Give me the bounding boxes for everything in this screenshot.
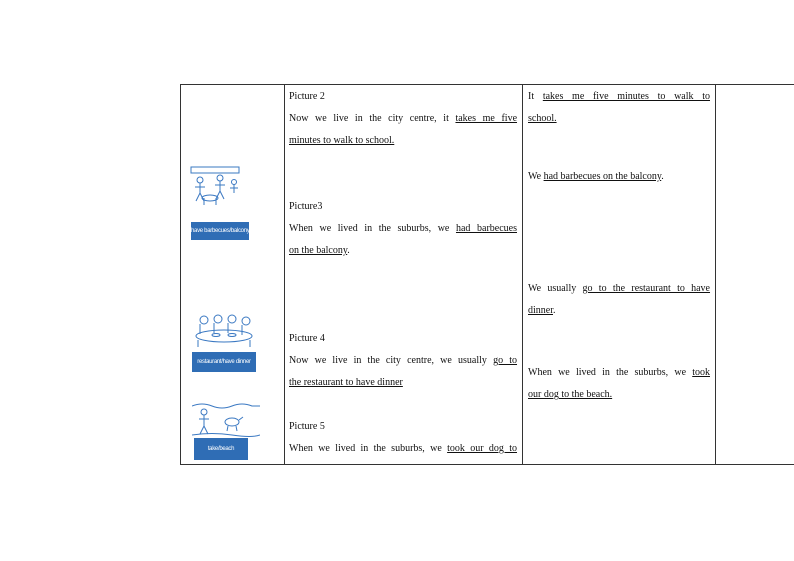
a4-text: When we lived in the suburbs, we: [528, 367, 693, 378]
beach-illustration: [192, 402, 260, 438]
answer-3-line-2: [528, 305, 556, 317]
p3-underlined: had barbecues: [455, 223, 517, 234]
picture-3-title: Picture3: [289, 201, 323, 212]
a3-period: .: [553, 305, 556, 316]
picture-2-line-1: [289, 113, 517, 125]
picture-4-line-2: the restaurant to have dinner: [289, 377, 403, 388]
a2-underlined: had barbecues on the balcony: [543, 171, 662, 182]
p2-text: Now we live in the city centre, it: [289, 113, 456, 124]
p3-underlined-2: on the balcony: [289, 245, 348, 256]
a4-underlined: took: [692, 367, 710, 378]
table-bottom-border: [180, 464, 794, 465]
picture-label-beach: take/beach: [194, 438, 248, 460]
p3-period: .: [347, 245, 350, 256]
picture-5-line-1: [289, 443, 517, 455]
a2-period: .: [661, 171, 664, 182]
answer-1-line-1: [528, 91, 710, 103]
picture-2-title: Picture 2: [289, 91, 325, 102]
answer-4-line-2: our dog to the beach.: [528, 389, 613, 400]
table-border-left: [180, 84, 181, 465]
picture-4-line-1: [289, 355, 517, 367]
picture-label-barbecue: have barbecues/balcony: [191, 222, 249, 240]
picture-label-dinner: restaurant/have dinner: [192, 352, 256, 372]
dinner-illustration: [192, 314, 256, 348]
answer-2-line-1: [528, 171, 664, 183]
answer-3-line-1: [528, 283, 710, 295]
picture-2-line-2: minutes to walk to school.: [289, 135, 395, 146]
p5-underlined: took our dog to: [447, 443, 517, 454]
barbecue-illustration: [190, 166, 240, 206]
a3-underlined: go to the restaurant to have: [582, 283, 711, 294]
picture-5-title: Picture 5: [289, 421, 325, 432]
a1-underlined: takes me five minutes to walk to: [542, 91, 710, 102]
lesson-table: [180, 84, 794, 465]
answer-1-line-2: school.: [528, 113, 557, 124]
picture-3-line-2: [289, 245, 350, 257]
p4-text: Now we live in the city centre, we usually: [289, 355, 494, 366]
a1-text: It: [528, 91, 543, 102]
table-divider-2: [522, 84, 523, 465]
table-top-border: [180, 84, 794, 85]
a3-text: We usually: [528, 283, 583, 294]
a2-text: We: [528, 171, 544, 182]
p3-text: When we lived in the suburbs, we: [289, 223, 456, 234]
answer-4-line-1: [528, 367, 710, 379]
a3-underlined-2: dinner: [528, 305, 553, 316]
picture-3-line-1: [289, 223, 517, 235]
p5-text: When we lived in the suburbs, we: [289, 443, 448, 454]
picture-4-title: Picture 4: [289, 333, 325, 344]
table-divider-1: [284, 84, 285, 465]
table-divider-3: [715, 84, 716, 465]
p2-underlined: takes me five: [455, 113, 518, 124]
p4-underlined: go to: [493, 355, 518, 366]
